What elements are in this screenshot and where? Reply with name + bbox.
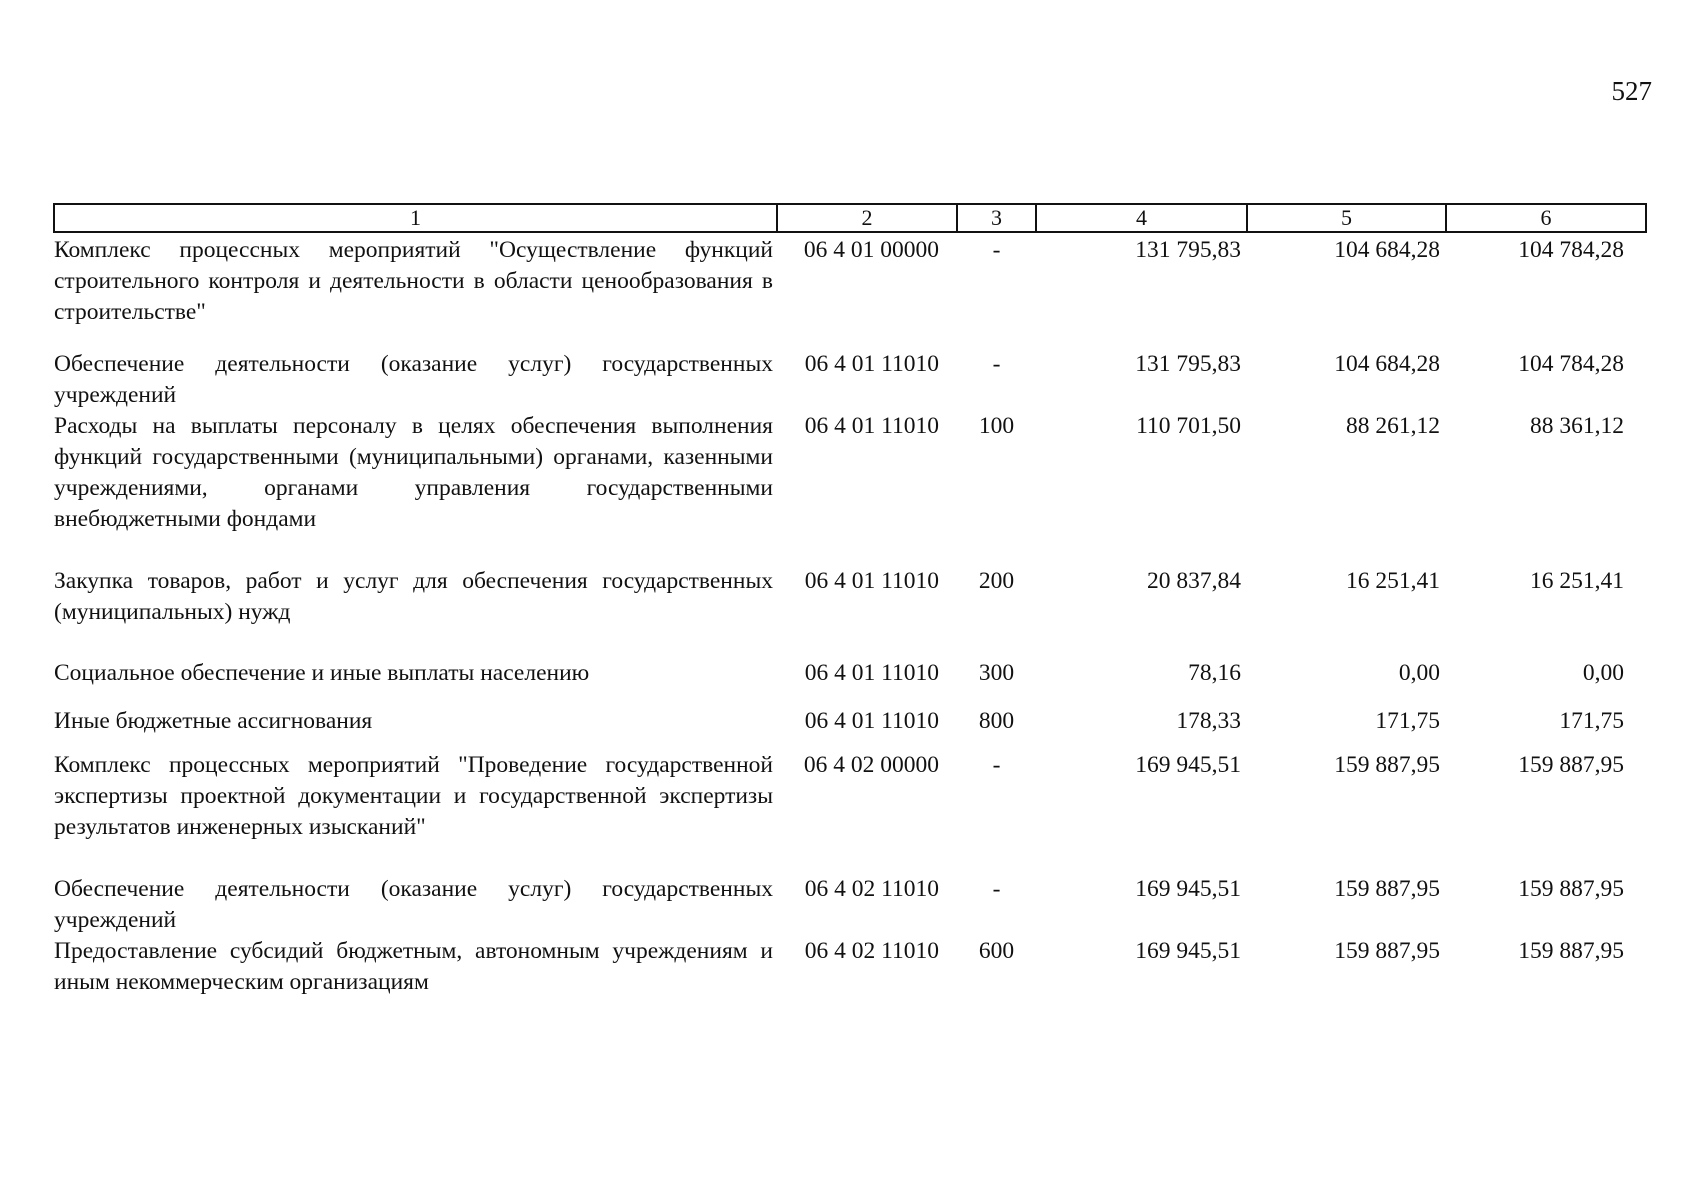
row-code: 06 4 02 11010 xyxy=(804,938,939,964)
table-row xyxy=(54,232,1646,349)
row-expense-type: - xyxy=(992,752,1001,778)
page-number: 527 xyxy=(1611,76,1652,106)
row-value-5: 104 684,28 xyxy=(1334,351,1440,377)
column-header-6: 6 xyxy=(1446,204,1646,232)
table-body xyxy=(54,232,1646,998)
row-value-6: 104 784,28 xyxy=(1518,351,1624,377)
row-name: Социальное обеспечение и иные выплаты населению xyxy=(54,660,590,686)
row-name: Расходы на выплаты персоналу в целях обеспечения выполнения функций государственными (муниципальными) органами, казенными учреждениями, органами управления государственными внебюджетными фондами xyxy=(54,413,773,532)
table-row xyxy=(54,706,1646,750)
column-header-2: 2 xyxy=(777,204,957,232)
row-value-6: 0,00 xyxy=(1582,660,1624,686)
row-name: Закупка товаров, работ и услуг для обеспечения государственных (муниципальных) нужд xyxy=(54,568,773,625)
row-value-4: 169 945,51 xyxy=(1135,752,1241,778)
row-value-4: 131 795,83 xyxy=(1135,351,1241,377)
row-code: 06 4 02 11010 xyxy=(804,876,939,902)
row-code: 06 4 01 11010 xyxy=(804,708,939,734)
row-value-6: 159 887,95 xyxy=(1518,938,1624,964)
column-header-5: 5 xyxy=(1247,204,1446,232)
table-row xyxy=(54,349,1646,411)
table-row xyxy=(54,566,1646,658)
row-expense-type: - xyxy=(992,351,1001,377)
row-value-6: 159 887,95 xyxy=(1518,876,1624,902)
row-expense-type: - xyxy=(992,876,1001,902)
row-value-5: 0,00 xyxy=(1398,660,1440,686)
row-value-5: 171,75 xyxy=(1375,708,1440,734)
row-name: Предоставление субсидий бюджетным, автономным учреждениям и иным некоммерческим организациям xyxy=(54,938,773,995)
row-code: 06 4 01 11010 xyxy=(804,568,939,594)
row-name: Комплекс процессных мероприятий "Осуществление функций строительного контроля и деятельности в области ценообразования в строительстве" xyxy=(54,237,773,325)
column-header-3: 3 xyxy=(957,204,1036,232)
row-value-4: 20 837,84 xyxy=(1147,568,1241,594)
row-expense-type: 200 xyxy=(978,568,1015,594)
row-name: Обеспечение деятельности (оказание услуг) государственных учреждений xyxy=(54,351,773,408)
row-expense-type: - xyxy=(992,237,1001,263)
row-value-4: 169 945,51 xyxy=(1135,938,1241,964)
row-value-6: 16 251,41 xyxy=(1530,568,1624,594)
budget-table xyxy=(53,203,1647,998)
row-code: 06 4 01 00000 xyxy=(803,237,939,263)
row-value-5: 16 251,41 xyxy=(1346,568,1440,594)
row-value-6: 171,75 xyxy=(1559,708,1624,734)
row-value-5: 104 684,28 xyxy=(1334,237,1440,263)
header-row xyxy=(54,204,1646,232)
row-code: 06 4 01 11010 xyxy=(804,413,939,439)
row-name: Обеспечение деятельности (оказание услуг) государственных учреждений xyxy=(54,876,773,933)
table-row xyxy=(54,658,1646,706)
row-code: 06 4 01 11010 xyxy=(804,660,939,686)
table-header xyxy=(54,204,1646,232)
row-expense-type: 100 xyxy=(978,413,1015,439)
row-value-5: 88 261,12 xyxy=(1346,413,1440,439)
row-value-6: 104 784,28 xyxy=(1518,237,1624,263)
table-row xyxy=(54,936,1646,998)
row-value-5: 159 887,95 xyxy=(1334,752,1440,778)
row-name: Иные бюджетные ассигнования xyxy=(54,708,373,734)
table-row xyxy=(54,874,1646,936)
table-row xyxy=(54,750,1646,874)
table-row xyxy=(54,411,1646,566)
column-header-1: 1 xyxy=(54,204,777,232)
row-code: 06 4 01 11010 xyxy=(804,351,939,377)
row-value-6: 88 361,12 xyxy=(1530,413,1624,439)
row-code: 06 4 02 00000 xyxy=(803,752,939,778)
row-value-4: 78,16 xyxy=(1188,660,1241,686)
row-value-4: 110 701,50 xyxy=(1136,413,1241,439)
row-value-6: 159 887,95 xyxy=(1518,752,1624,778)
row-expense-type: 800 xyxy=(978,708,1015,734)
column-header-4: 4 xyxy=(1036,204,1247,232)
row-expense-type: 600 xyxy=(978,938,1015,964)
row-name: Комплекс процессных мероприятий "Проведение государственной экспертизы проектной документации и государственной экспертизы результатов инженерных изысканий" xyxy=(54,752,773,840)
row-expense-type: 300 xyxy=(978,660,1015,686)
row-value-4: 131 795,83 xyxy=(1135,237,1241,263)
row-value-4: 169 945,51 xyxy=(1135,876,1241,902)
row-value-5: 159 887,95 xyxy=(1334,938,1440,964)
row-value-5: 159 887,95 xyxy=(1334,876,1440,902)
row-value-4: 178,33 xyxy=(1176,708,1241,734)
